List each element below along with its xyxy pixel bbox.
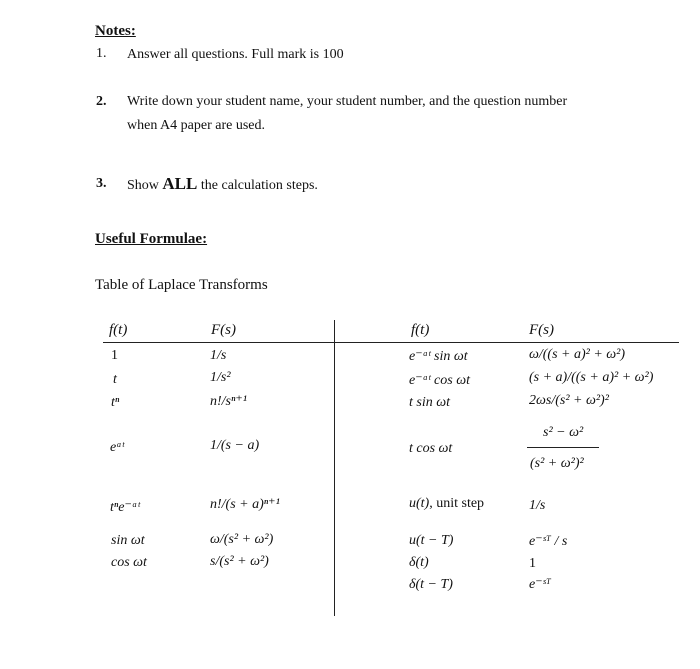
right-row-3-ft: t sin ωt — [409, 395, 451, 410]
header-ft-right: f(t) — [411, 322, 430, 338]
right-row-1-ft: e⁻ᵃᵗ sin ωt — [409, 349, 468, 364]
note-3-pre: Show — [127, 178, 163, 193]
left-row-4-Fs: 1/(s − a) — [210, 438, 260, 453]
right-row-8-ft: δ(t − T) — [409, 577, 453, 592]
note-1-number: 1. — [96, 46, 107, 61]
table-caption: Table of Laplace Transforms — [95, 277, 268, 293]
table-header-divider — [103, 342, 679, 343]
note-2-line-1: Write down your student name, your student number, and the question number — [127, 94, 568, 109]
note-3-bold: ALL — [162, 174, 198, 193]
left-row-7-Fs: s/(s² + ω²) — [210, 554, 269, 569]
note-3-number: 3. — [96, 176, 107, 191]
notes-heading: Notes: — [95, 23, 136, 39]
right-row-4-Fs-denominator: (s² + ω²)² — [530, 456, 584, 471]
right-row-2-Fs: (s + a)/((s + a)² + ω²) — [529, 370, 654, 385]
left-row-4-ft: eᵃᵗ — [110, 440, 125, 455]
left-row-1-ft: 1 — [111, 348, 118, 363]
left-row-2-Fs: 1/s² — [210, 370, 231, 385]
note-2-line-2: when A4 paper are used. — [127, 118, 266, 133]
left-row-6-ft: sin ωt — [111, 533, 145, 548]
right-row-7-ft: δ(t) — [409, 555, 429, 570]
formulae-heading: Useful Formulae: — [95, 231, 208, 247]
note-2-number: 2. — [96, 94, 107, 109]
left-row-2-ft: t — [113, 372, 117, 387]
left-row-1-Fs: 1/s — [210, 348, 227, 363]
right-row-2-ft: e⁻ᵃᵗ cos ωt — [409, 373, 470, 388]
right-row-8-Fs: e⁻ˢᵀ — [529, 577, 551, 592]
table-column-divider — [334, 320, 335, 616]
right-row-5-ft — [409, 496, 484, 512]
header-Fs-left: F(s) — [211, 322, 236, 338]
left-row-3-ft: tⁿ — [111, 395, 120, 410]
note-3-text — [127, 173, 318, 197]
header-ft-left: f(t) — [109, 322, 128, 338]
note-3-post: the calculation steps. — [197, 178, 318, 193]
left-row-5-Fs: n!/(s + a)ⁿ⁺¹ — [210, 497, 280, 512]
right-row-1-Fs: ω/((s + a)² + ω²) — [529, 347, 626, 362]
right-row-6-ft: u(t − T) — [409, 533, 454, 548]
right-row-5-ft-main: u(t) — [409, 496, 430, 511]
left-row-5-ft: tⁿe⁻ᵃᵗ — [110, 500, 140, 515]
right-row-3-Fs: 2ωs/(s² + ω²)² — [529, 393, 609, 408]
right-row-5-Fs: 1/s — [529, 498, 546, 513]
left-row-6-Fs: ω/(s² + ω²) — [210, 532, 274, 547]
right-row-4-fraction-bar — [527, 447, 599, 448]
header-Fs-right: F(s) — [529, 322, 554, 338]
right-row-7-Fs: 1 — [529, 556, 536, 571]
left-row-3-Fs: n!/sⁿ⁺¹ — [210, 394, 247, 409]
right-row-4-ft: t cos ωt — [409, 441, 453, 456]
note-1-text: Answer all questions. Full mark is 100 — [127, 47, 344, 62]
right-row-5-ft-suffix: , unit step — [429, 496, 485, 511]
right-row-6-Fs: e⁻ˢᵀ / s — [529, 534, 568, 549]
right-row-4-Fs-numerator: s² − ω² — [543, 425, 584, 440]
left-row-7-ft: cos ωt — [111, 555, 147, 570]
